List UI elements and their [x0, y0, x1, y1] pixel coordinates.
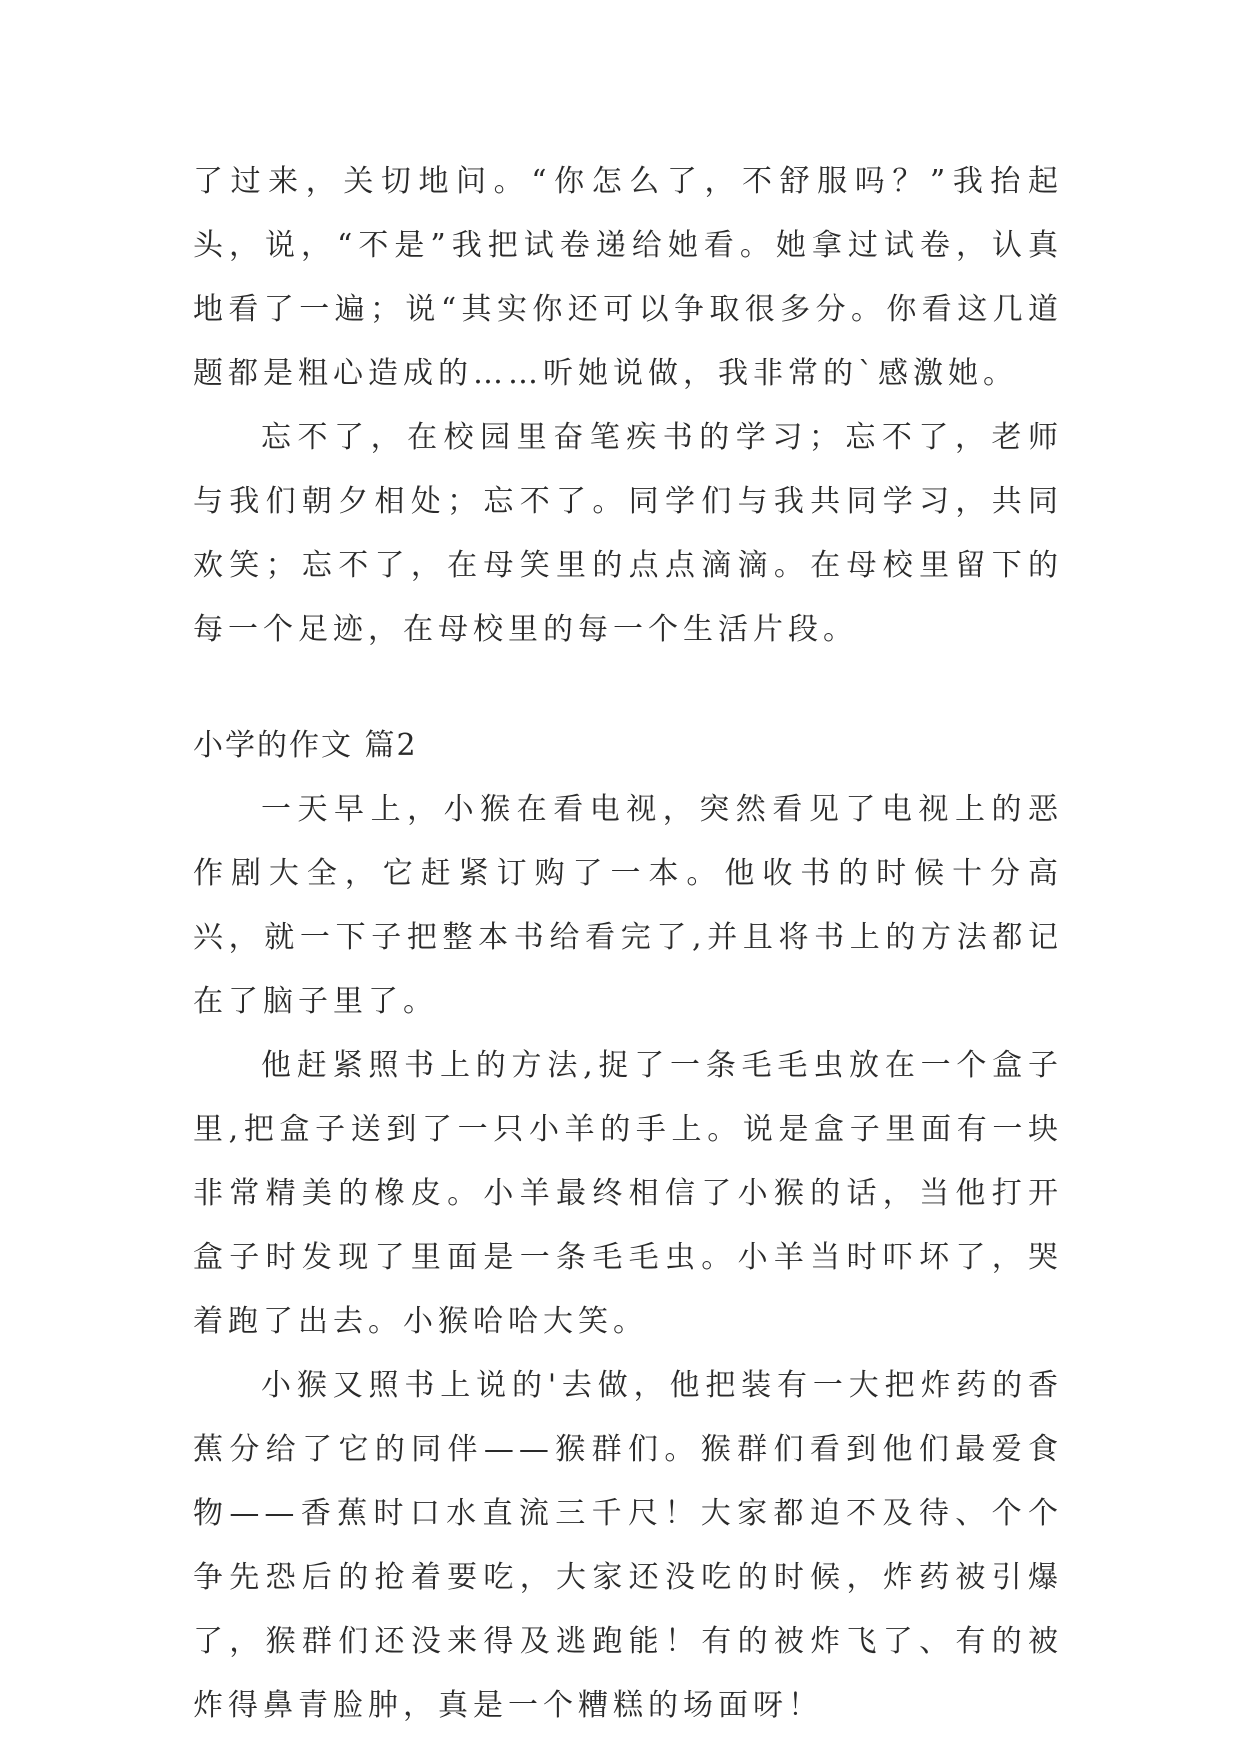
- paragraph-caterpillar-prank: 他赶紧照书上的方法,捉了一条毛毛虫放在一个盒子里,把盒子送到了一只小羊的手上。说是盒子里面有一块非常精美的橡皮。小羊最终相信了小猴的话，当他打开盒子时发现了里面是一条毛毛虫。小羊当时吓坏了，哭着跑了出去。小猴哈哈大笑。: [193, 1048, 1063, 1339]
- essay-heading: 小学的作文 篇2: [193, 728, 418, 763]
- paragraph-memories: 忘不了，在校园里奋笔疾书的学习；忘不了，老师与我们朝夕相处；忘不了。同学们与我共同学习，共同欢笑；忘不了，在母笑里的点点滴滴。在母校里留下的每一个足迹，在母校里的每一个生活片段。: [193, 420, 1063, 647]
- paragraph-banana-prank: 小猴又照书上说的'去做，他把装有一大把炸药的香蕉分给了它的同伴——猴群们。猴群们看到他们最爱食物——香蕉时口水直流三千尺！大家都迫不及待、个个争先恐后的抢着要吃，大家还没吃的时候，炸药被引爆了，猴群们还没来得及逃跑能！有的被炸飞了、有的被炸得鼻青脸肿，真是一个糟糕的场面呀！: [193, 1368, 1063, 1723]
- paragraph-morning: 一天早上，小猴在看电视，突然看见了电视上的恶作剧大全，它赶紧订购了一本。他收书的时候十分高兴，就一下子把整本书给看完了,并且将书上的方法都记在了脑子里了。: [193, 792, 1063, 1019]
- document-body: [193, 150, 1063, 1738]
- paragraph-continuation: 了过来，关切地问。“你怎么了，不舒服吗？”我抬起头，说，“不是”我把试卷递给她看。她拿过试卷，认真地看了一遍；说“其实你还可以争取很多分。你看这几道题都是粗心造成的……听她说做，我非常的`感激她。: [193, 164, 1063, 391]
